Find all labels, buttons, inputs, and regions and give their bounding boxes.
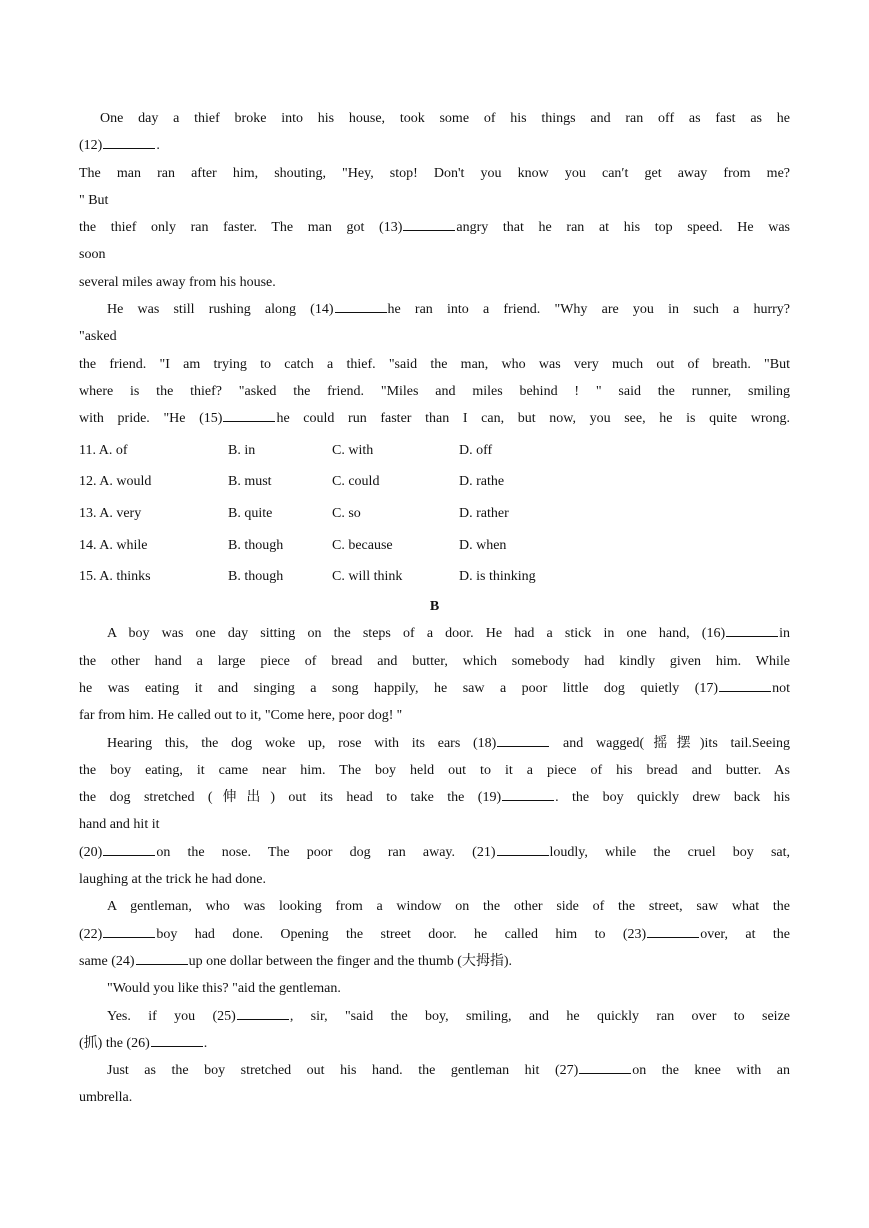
paragraph-line [79, 160, 790, 187]
paragraph-line [79, 1030, 790, 1057]
text: the thief only ran faster. The man got (13) [79, 220, 403, 236]
text: (抓) the (26) [79, 1035, 150, 1051]
text: . [203, 1035, 208, 1051]
text: the boy eating, it came near him. The boy held out to it a piece of his bread and butter. As [79, 762, 790, 778]
paragraph-line [79, 702, 790, 729]
option-d[interactable]: D. rathe [459, 474, 505, 490]
answer-blank[interactable] [497, 732, 549, 747]
text: where is the thief? "asked the friend. "Miles and miles behind ! " said the runner, smiling [79, 383, 790, 399]
paragraph-line [79, 730, 790, 757]
text: in [779, 626, 790, 642]
text: hand and hit it [79, 817, 160, 833]
option-b[interactable]: B. in [228, 442, 256, 458]
option-b[interactable]: B. must [228, 474, 272, 490]
text: the dog stretched (伸出) out its head to take the (19) [79, 790, 502, 806]
answer-blank[interactable] [103, 923, 155, 938]
option-d[interactable]: D. is thinking [459, 569, 536, 585]
answer-blank[interactable] [335, 298, 387, 313]
paragraph-line [79, 811, 790, 838]
text: on the knee with an [632, 1063, 790, 1079]
answer-blank[interactable] [647, 923, 699, 938]
option-row [79, 530, 790, 562]
answer-blank[interactable] [726, 622, 778, 637]
text: The man ran after him, shouting, "Hey, stop! Don't you know you can′t get away from me? [79, 165, 790, 181]
answer-blank[interactable] [237, 1005, 289, 1020]
paragraph-line [79, 405, 790, 432]
paragraph-line [79, 187, 790, 214]
paragraph-line [79, 839, 790, 866]
answer-blank[interactable] [103, 134, 155, 149]
text: "Would you like this? "aid the gentleman. [107, 981, 341, 997]
paragraph-line [79, 105, 790, 132]
text: he could run faster than I can, but now, you see, he is quite wrong. [276, 411, 790, 427]
option-row [79, 561, 790, 593]
option-d[interactable]: D. when [459, 537, 507, 553]
text: One day a thief broke into his house, took some of his things and ran off as fast as he [100, 111, 790, 126]
paragraph-line [79, 921, 790, 948]
option-c[interactable]: C. so [332, 505, 361, 521]
document-page [79, 105, 790, 1112]
paragraph-line [79, 378, 790, 405]
text: . [156, 138, 160, 154]
paragraph-line [79, 620, 790, 647]
option-b[interactable]: B. though [228, 537, 284, 553]
text: loudly, while the cruel boy sat, [549, 844, 791, 860]
paragraph-line [79, 351, 790, 378]
paragraph-line [79, 893, 790, 920]
text: , sir, "said the boy, smiling, and he quickly ran over to seize [289, 1008, 790, 1024]
paragraph-line [79, 784, 790, 811]
paragraph-line [79, 1084, 790, 1111]
text: (20) [79, 844, 103, 860]
text: " But [79, 192, 109, 208]
option-a[interactable]: 12. A. would [79, 474, 152, 490]
text: he ran into a friend. "Why are you in such a hurry? [387, 302, 790, 318]
answer-blank[interactable] [403, 216, 455, 231]
text: (22) [79, 926, 103, 942]
option-row [79, 466, 790, 498]
text: boy had done. Opening the street door. he called him to (23) [156, 926, 647, 942]
text: A gentleman, who was looking from a window on the other side of the street, saw what the [107, 899, 790, 915]
answer-blank[interactable] [103, 841, 155, 856]
option-a[interactable]: 15. A. thinks [79, 569, 151, 585]
text: on the nose. The poor dog ran away. (21) [156, 844, 496, 860]
text: with pride. "He (15) [79, 411, 223, 427]
paragraph-line [79, 323, 790, 350]
text: "asked [79, 329, 117, 345]
paragraph-line [79, 1003, 790, 1030]
text: Just as the boy stretched out his hand. the gentleman hit (27) [107, 1063, 579, 1079]
answer-blank[interactable] [579, 1059, 631, 1074]
text: the other hand a large piece of bread and butter, which somebody had kindly given him. While [79, 653, 790, 669]
paragraph-line [79, 975, 790, 1002]
text: (12) [79, 138, 103, 154]
paragraph-line [79, 675, 790, 702]
paragraph-line [79, 296, 790, 323]
text: He was still rushing along (14) [107, 302, 334, 318]
paragraph-line [79, 132, 790, 159]
option-row [79, 498, 790, 530]
section-heading: B [429, 599, 440, 615]
paragraph-line [79, 214, 790, 241]
answer-blank[interactable] [719, 677, 771, 692]
options-list [79, 435, 790, 594]
option-c[interactable]: C. with [332, 442, 374, 458]
text: A boy was one day sitting on the steps of a door. He had a stick in one hand, (16) [107, 626, 726, 642]
answer-blank[interactable] [151, 1032, 203, 1047]
text: several miles away from his house. [79, 274, 276, 290]
text: far from him. He called out to it, "Come here, poor dog! '' [79, 708, 402, 724]
text: Hearing this, the dog woke up, rose with its ears (18) [107, 735, 497, 751]
answer-blank[interactable] [497, 841, 549, 856]
text: up one dollar between the finger and the thumb (大拇指). [188, 953, 513, 969]
paragraph-line [79, 948, 790, 975]
text: same (24) [79, 953, 135, 969]
text: umbrella. [79, 1090, 133, 1106]
text: Yes. if you (25) [107, 1008, 236, 1024]
option-row [79, 435, 790, 467]
option-c[interactable]: C. will think [332, 569, 403, 585]
text: and wagged(摇摆)its tail.Seeing [550, 735, 790, 751]
text: not [772, 680, 790, 696]
option-c[interactable]: C. because [332, 537, 393, 553]
option-a[interactable]: 13. A. very [79, 505, 142, 521]
paragraph-line [79, 1057, 790, 1084]
option-d[interactable]: D. off [459, 442, 493, 458]
answer-blank[interactable] [223, 407, 275, 422]
option-b[interactable]: B. quite [228, 505, 273, 521]
text: laughing at the trick he had done. [79, 872, 266, 888]
option-d[interactable]: D. rather [459, 505, 509, 521]
paragraph-line [79, 866, 790, 893]
option-a[interactable]: 11. A. of [79, 442, 128, 458]
paragraph-line [79, 757, 790, 784]
text: over, at the [700, 926, 790, 942]
text: soon [79, 247, 106, 263]
option-c[interactable]: C. could [332, 474, 380, 490]
paragraph-line [79, 648, 790, 675]
text: angry that he ran at his top speed. He was [456, 220, 791, 236]
answer-blank[interactable] [136, 950, 188, 965]
option-b[interactable]: B. though [228, 569, 284, 585]
option-a[interactable]: 14. A. while [79, 537, 148, 553]
answer-blank[interactable] [502, 786, 554, 801]
text: the friend. "I am trying to catch a thief. "said the man, who was very much out of breath. "But [79, 356, 790, 372]
text: he was eating it and singing a song happily, he saw a poor little dog quietly (17) [79, 680, 719, 696]
paragraph-line [79, 269, 790, 296]
paragraph-line [79, 241, 790, 268]
text: . the boy quickly drew back his [555, 790, 790, 806]
